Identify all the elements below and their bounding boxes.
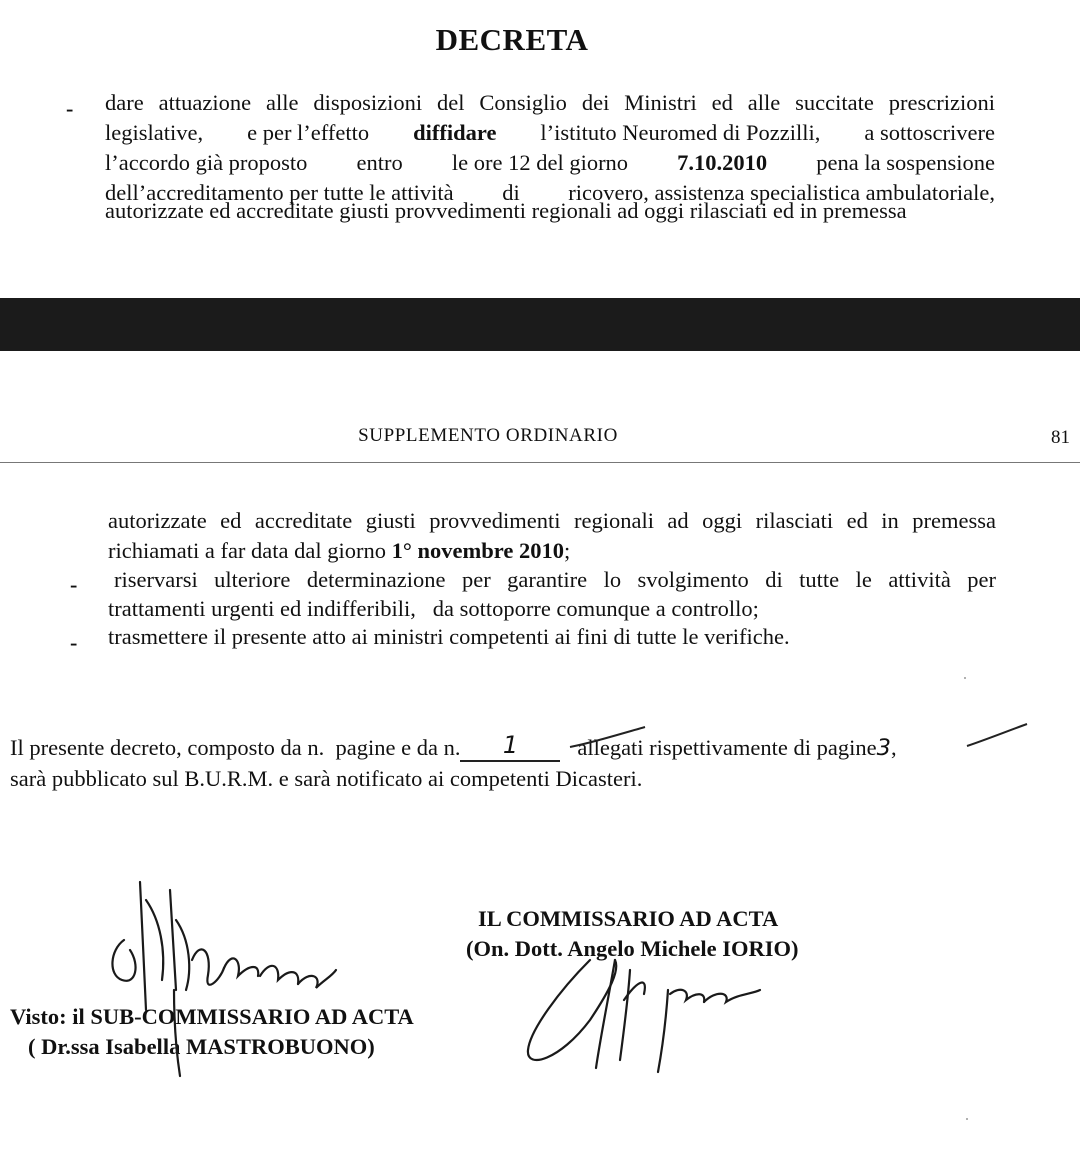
closing-line-1 (10, 733, 897, 764)
handwritten-annex-count: 1 (502, 731, 519, 759)
decree-line-4-c: ricovero, assistenza specialistica ambulatoriale, (568, 180, 995, 205)
decree-line-3-b: entro (356, 150, 403, 175)
bullet-marker: - (66, 96, 74, 121)
bullet-1-line-2 (108, 594, 759, 623)
decree-line-3-d: pena la sospensione (816, 150, 995, 175)
decree-line-2-bold: diffidare (413, 120, 497, 145)
page-header-title: SUPPLEMENTO ORDINARIO (358, 425, 618, 446)
commissario-signature (520, 940, 780, 1080)
decree-line-4-b: di (502, 180, 520, 205)
bullet-1-line-1 (114, 565, 996, 594)
page-number: 81 (1051, 427, 1070, 448)
bullet-marker-1: - (70, 572, 78, 597)
decree-line-3 (105, 148, 995, 177)
continuation-line-2-a: richiamati a far data dal giorno (108, 538, 386, 563)
decree-line-3-a: l’accordo già proposto (105, 150, 308, 175)
cropped-line (105, 198, 995, 224)
commissario-title: IL COMMISSARIO AD ACTA (478, 906, 779, 931)
start-date: 1° novembre 2010 (391, 538, 564, 563)
closing-part-4: , (890, 735, 897, 760)
closing-part-3: allegati rispettivamente di pagine (577, 735, 877, 760)
continuation-line-1 (108, 506, 996, 535)
decree-date: 7.10.2010 (677, 150, 768, 175)
bullet-1-line-2-a: trattamenti urgenti ed indifferibili, (108, 596, 416, 621)
speck (964, 677, 966, 679)
closing-part-2: pagine e da n. (335, 735, 461, 760)
sub-commissario-signature (100, 880, 340, 1080)
decree-line-2-b: e per l’effetto (247, 120, 370, 145)
decree-line-2-a: legislative, (105, 120, 204, 145)
annex-count-blank (460, 731, 560, 762)
continuation-line-2 (108, 536, 570, 565)
bullet-1-line-1-text: riservarsi ulteriore determinazione per garantire lo svolgimento di tutte le attività per (114, 567, 996, 592)
decree-line-2 (105, 118, 995, 147)
handwritten-stroke-2 (965, 722, 1035, 756)
decree-line-4-a: dell’accreditamento per tutte le attività (105, 180, 454, 205)
closing-line-2: sarà pubblicato sul B.U.R.M. e sarà notificato ai competenti Dicasteri. (10, 766, 643, 791)
handwritten-stroke-1 (560, 725, 660, 755)
commissario-name: (On. Dott. Angelo Michele IORIO) (466, 936, 799, 961)
continuation-line-2-end: ; (563, 538, 571, 563)
sub-commissario-title: Visto: il SUB-COMMISSARIO AD ACTA (10, 1004, 414, 1029)
page-separator-band (0, 298, 1080, 351)
decree-line-3-c: le ore 12 del giorno (451, 150, 629, 175)
cropped-line-text: autorizzate ed accreditate giusti provvedimenti regionali ad oggi rilasciati ed in premessa (105, 198, 907, 223)
handwritten-page-count: 3 (876, 735, 891, 761)
header-rule (0, 462, 1080, 463)
decree-line-2-c: l’istituto Neuromed di Pozzilli, (540, 120, 821, 145)
decree-heading: DECRETA (435, 22, 589, 57)
bullet-marker-2: - (70, 630, 78, 655)
speck-2 (966, 1118, 968, 1120)
decree-line-1-text: dare attuazione alle disposizioni del Consiglio dei Ministri ed alle succitate prescrizioni (105, 90, 995, 115)
continuation-line-1-text: autorizzate ed accreditate giusti provvedimenti regionali ad oggi rilasciati ed in premessa (108, 508, 996, 533)
decree-line-1 (105, 88, 995, 117)
sub-commissario-name: ( Dr.ssa Isabella MASTROBUONO) (28, 1034, 375, 1059)
bullet-1-line-2-b: da sottoporre comunque a controllo; (432, 596, 759, 621)
decree-line-2-d: a sottoscrivere (864, 120, 995, 145)
closing-part-1: Il presente decreto, composto da n. (10, 735, 325, 760)
bullet-2-line-1: trasmettere il presente atto ai ministri competenti ai fini di tutte le verifiche. (108, 624, 790, 649)
